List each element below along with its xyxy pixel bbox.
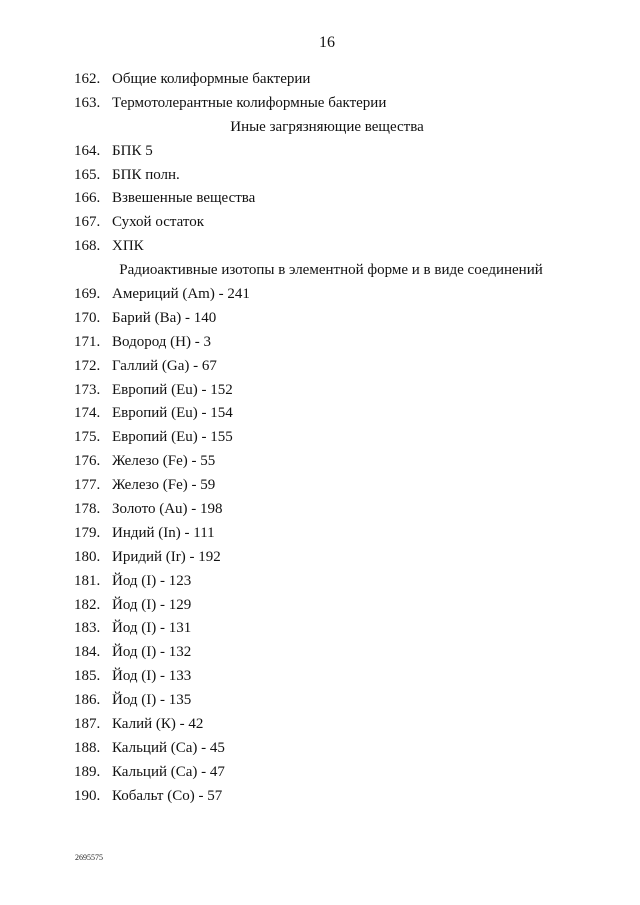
item-number: 168. bbox=[74, 238, 101, 255]
list-item bbox=[0, 402, 640, 426]
list-item bbox=[0, 689, 640, 713]
list-item bbox=[0, 498, 640, 522]
item-text: Йод (I) - 135 bbox=[112, 692, 192, 709]
item-text: Калий (К) - 42 bbox=[112, 716, 204, 733]
item-text: Кобальт (Со) - 57 bbox=[112, 787, 223, 804]
item-number: 182. bbox=[74, 596, 101, 613]
list-item bbox=[0, 164, 640, 188]
list-item bbox=[0, 92, 640, 116]
item-text: Йод (I) - 129 bbox=[112, 596, 192, 613]
item-number: 189. bbox=[74, 763, 101, 780]
item-text: БПК 5 bbox=[112, 142, 153, 159]
item-number: 169. bbox=[74, 286, 101, 303]
item-number: 187. bbox=[74, 716, 101, 733]
item-number: 171. bbox=[74, 333, 101, 350]
list-item bbox=[0, 426, 640, 450]
document-id: 2695575 bbox=[75, 853, 103, 862]
item-text: Йод (I) - 131 bbox=[112, 620, 192, 637]
item-text: Йод (I) - 132 bbox=[112, 644, 192, 661]
item-number: 173. bbox=[74, 381, 101, 398]
list-item bbox=[0, 307, 640, 331]
item-text: Кальций (Са) - 45 bbox=[112, 739, 225, 756]
item-number: 166. bbox=[74, 190, 101, 207]
list-item bbox=[0, 570, 640, 594]
item-text: Водород (Н) - 3 bbox=[112, 333, 211, 350]
list-item bbox=[0, 665, 640, 689]
item-number: 183. bbox=[74, 620, 101, 637]
list-item bbox=[0, 713, 640, 737]
item-text: Йод (I) - 123 bbox=[112, 572, 192, 589]
item-number: 162. bbox=[74, 71, 101, 87]
item-text: Кальций (Са) - 47 bbox=[112, 763, 225, 780]
item-number: 165. bbox=[74, 166, 101, 183]
item-number: 184. bbox=[74, 644, 101, 661]
item-text: Европий (Eu) - 155 bbox=[112, 429, 233, 446]
list-item bbox=[0, 450, 640, 474]
list-item bbox=[0, 594, 640, 618]
item-text: Железо (Fe) - 55 bbox=[112, 453, 216, 470]
item-number: 175. bbox=[74, 429, 101, 446]
item-number: 180. bbox=[74, 548, 101, 565]
item-text: Иридий (Ir) - 192 bbox=[112, 548, 221, 565]
item-text: Индий (In) - 111 bbox=[112, 524, 215, 541]
item-text: Америций (Am) - 241 bbox=[112, 286, 250, 303]
item-number: 185. bbox=[74, 668, 101, 685]
item-number: 188. bbox=[74, 739, 101, 756]
section-heading: Радиоактивные изотопы в элементной форме и в виде соединений bbox=[119, 262, 543, 279]
item-text: Общие колиформные бактерии bbox=[112, 71, 311, 87]
item-text: Железо (Fe) - 59 bbox=[112, 477, 216, 494]
item-number: 163. bbox=[74, 94, 101, 111]
section-heading: Иные загрязняющие вещества bbox=[230, 118, 424, 135]
list-item bbox=[0, 355, 640, 379]
list-item bbox=[0, 546, 640, 570]
item-text: Барий (Ва) - 140 bbox=[112, 309, 217, 326]
item-number: 177. bbox=[74, 477, 101, 494]
list-item bbox=[0, 761, 640, 785]
list-item bbox=[0, 785, 640, 809]
item-number: 172. bbox=[74, 357, 101, 374]
list-item bbox=[0, 187, 640, 211]
list-item bbox=[0, 235, 640, 259]
item-text: Сухой остаток bbox=[112, 214, 205, 231]
item-text: Йод (I) - 133 bbox=[112, 668, 192, 685]
item-text: Взвешенные вещества bbox=[112, 190, 256, 207]
item-text: Европий (Eu) - 152 bbox=[112, 381, 233, 398]
item-number: 176. bbox=[74, 453, 101, 470]
item-number: 179. bbox=[74, 524, 101, 541]
item-number: 178. bbox=[74, 501, 101, 518]
list-item bbox=[0, 474, 640, 498]
item-text: ХПК bbox=[112, 238, 144, 255]
list-item bbox=[0, 379, 640, 403]
item-text: БПК полн. bbox=[112, 166, 180, 183]
item-number: 181. bbox=[74, 572, 101, 589]
page-number: 16 bbox=[319, 34, 335, 51]
item-text: Термотолерантные колиформные бактерии bbox=[112, 94, 387, 111]
item-number: 167. bbox=[74, 214, 101, 231]
list-item bbox=[0, 522, 640, 546]
document-body bbox=[0, 68, 640, 809]
item-number: 186. bbox=[74, 692, 101, 709]
list-item bbox=[0, 617, 640, 641]
item-text: Европий (Eu) - 154 bbox=[112, 405, 233, 422]
list-item bbox=[0, 737, 640, 761]
item-text: Золото (Au) - 198 bbox=[112, 501, 223, 518]
list-item bbox=[0, 283, 640, 307]
item-number: 164. bbox=[74, 142, 101, 159]
item-text: Галлий (Ga) - 67 bbox=[112, 357, 217, 374]
list-item bbox=[0, 641, 640, 665]
list-item bbox=[0, 68, 640, 92]
item-number: 174. bbox=[74, 405, 101, 422]
list-item bbox=[0, 211, 640, 235]
list-item bbox=[0, 331, 640, 355]
item-number: 170. bbox=[74, 309, 101, 326]
item-number: 190. bbox=[74, 787, 101, 804]
list-item bbox=[0, 140, 640, 164]
